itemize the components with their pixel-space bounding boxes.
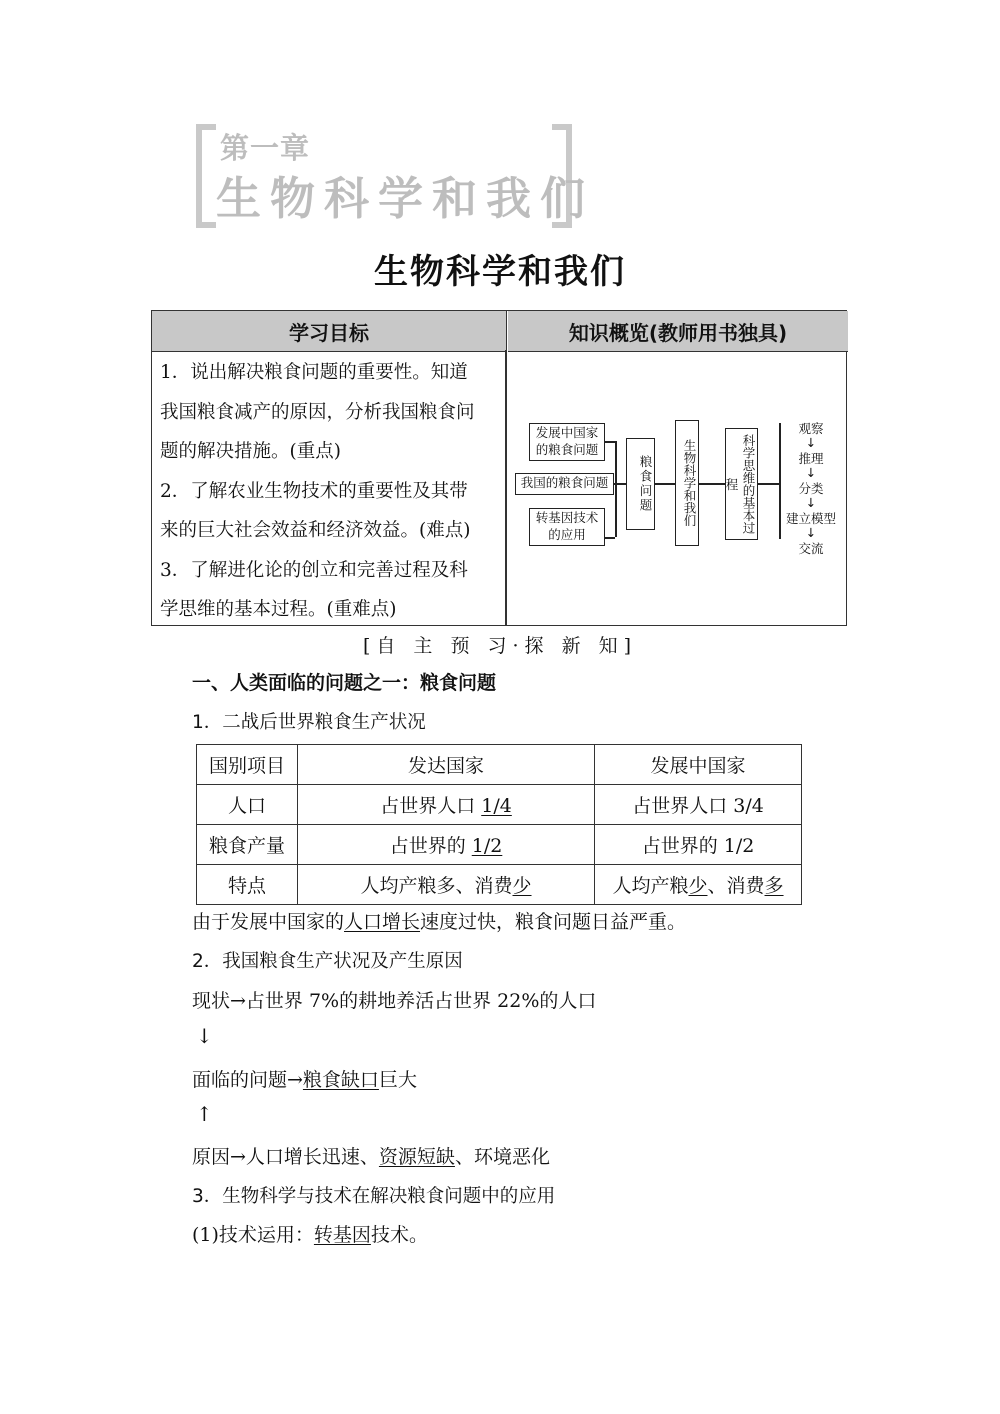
step-observe: 观察	[798, 421, 824, 436]
objective-line: 2．了解农业生物技术的重要性及其带	[160, 480, 468, 502]
connector	[605, 537, 615, 539]
arrow-up-icon: ↑	[196, 1102, 213, 1126]
step-model: 建立模型	[785, 511, 836, 526]
arrow-down-icon: ↓	[196, 1024, 213, 1048]
diagram-box-developing: 发展中国家的粮食问题	[529, 423, 605, 461]
connector	[757, 483, 779, 485]
connector	[699, 483, 725, 485]
row-label: 人口	[197, 785, 298, 825]
header-cell: 发展中国家	[595, 745, 802, 785]
table-row	[197, 745, 802, 785]
step-arrow: ↓	[805, 525, 817, 540]
table-cell: 占世界的 1/2	[595, 825, 802, 865]
chapter-label: 第一章	[220, 131, 311, 165]
overview-header: 知识概览(教师用书独具)	[508, 311, 848, 352]
objective-line: 3．了解进化论的创立和完善过程及科	[160, 559, 468, 581]
table-cell: 占世界人口 1/4	[298, 785, 595, 825]
diagram-box-china: 我国的粮食问题	[515, 473, 614, 495]
connector	[655, 483, 675, 485]
connector	[779, 423, 781, 539]
step-arrow: ↓	[805, 495, 817, 510]
connector	[605, 441, 615, 443]
step-reason: 推理	[798, 451, 824, 466]
objective-line: 我国粮食减产的原因，分析我国粮食问	[160, 401, 475, 423]
table-row	[197, 825, 802, 865]
cause-line: 原因→人口增长迅速、资源短缺、环境恶化	[192, 1146, 550, 1168]
subheading-2: 2．我国粮食生产状况及产生原因	[192, 951, 463, 972]
diagram-box-gm: 转基因技术的应用	[529, 508, 605, 546]
table-cell: 人均产粮少、消费多	[595, 865, 802, 905]
section-heading: 一、人类面临的问题之一：粮食问题	[192, 672, 497, 694]
connector	[612, 483, 626, 485]
row-label: 粮食产量	[197, 825, 298, 865]
page-title: 生物科学和我们	[374, 252, 626, 292]
note-line: 由于发展中国家的人口增长速度过快，粮食问题日益严重。	[192, 911, 687, 933]
diagram-box-thinking: 科学思维的基本过程	[725, 428, 758, 540]
objective-line: 学思维的基本过程。(重难点)	[160, 599, 397, 620]
table-divider	[505, 350, 507, 626]
status-line: 现状→占世界 7%的耕地养活占世界 22%的人口	[192, 990, 597, 1012]
subheading-3: 3．生物科学与技术在解决粮食问题中的应用	[192, 1186, 556, 1207]
chapter-bracket-left	[196, 124, 216, 228]
objective-line: 1．说出解决粮食问题的重要性。知道	[160, 362, 468, 383]
section-marker: [自 主 预 习·探 新 知]	[362, 635, 638, 657]
grain-table	[196, 744, 802, 905]
header-cell: 发达国家	[298, 745, 595, 785]
tech-line: (1)技术运用：转基因技术。	[192, 1224, 428, 1246]
objectives-list	[160, 353, 500, 630]
objective-line: 来的巨大社会效益和经济效益。(难点)	[160, 520, 471, 541]
step-communicate: 交流	[798, 541, 824, 556]
diagram-box-bio: 生物科学和我们	[675, 420, 699, 546]
table-cell: 占世界的 1/2	[298, 825, 595, 865]
chapter-title: 生物科学和我们	[216, 172, 595, 225]
objectives-header: 学习目标	[152, 311, 507, 352]
connector	[615, 441, 617, 537]
diagram-box-grain: 粮食问题	[626, 438, 655, 530]
header-cell: 国别项目	[197, 745, 298, 785]
step-arrow: ↓	[805, 435, 817, 450]
subheading-1: 1．二战后世界粮食生产状况	[192, 712, 426, 733]
objective-line: 题的解决措施。(重点)	[160, 441, 341, 462]
table-row	[197, 865, 802, 905]
table-cell: 人均产粮多、消费少	[298, 865, 595, 905]
thinking-steps	[783, 419, 839, 557]
step-arrow: ↓	[805, 465, 817, 480]
table-cell: 占世界人口 3/4	[595, 785, 802, 825]
row-label: 特点	[197, 865, 298, 905]
table-row	[197, 785, 802, 825]
problem-line: 面临的问题→粮食缺口巨大	[192, 1069, 417, 1091]
step-classify: 分类	[798, 481, 824, 496]
